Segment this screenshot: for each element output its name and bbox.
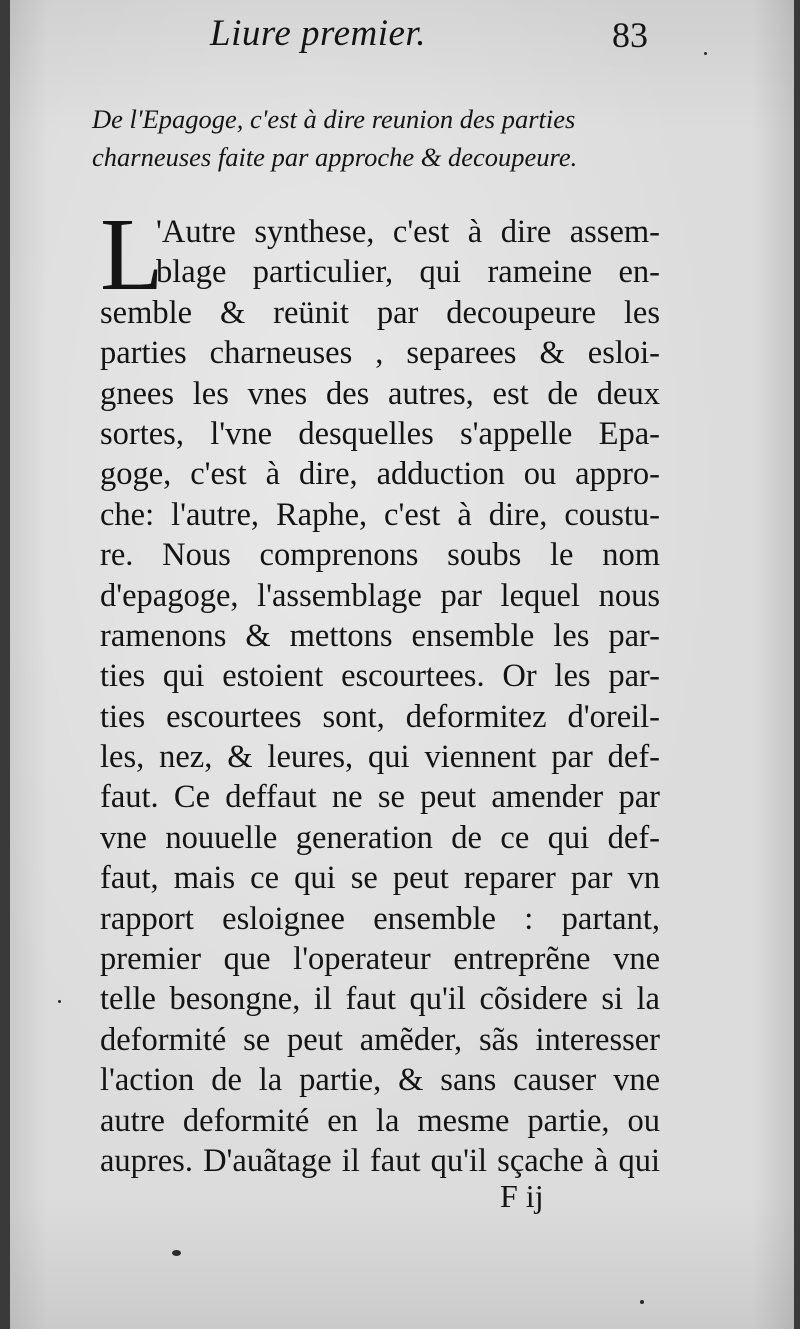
page-number: 83: [612, 15, 648, 55]
text-line: vne nouuelle generation de ce qui def-: [100, 819, 660, 856]
ink-speck: [172, 1250, 181, 1256]
text-line: che: l'autre, Raphe, c'est à dire, coustu-: [100, 496, 660, 533]
signature-mark: F ij: [500, 1178, 544, 1214]
ink-speck: [640, 1300, 644, 1304]
text-line: telle besongne, il faut qu'il cõsidere si la: [100, 981, 660, 1018]
text-line: 'Autre synthese, c'est à dire assem-: [156, 214, 660, 250]
running-title: Liure premier.: [210, 13, 426, 54]
running-head: [0, 8, 800, 60]
text-line: faut, mais ce qui se peut reparer par vn: [100, 860, 660, 897]
page-edge-left: [0, 0, 10, 1329]
text-line: premier que l'operateur entreprẽne vne: [100, 941, 660, 978]
text-line: ties qui estoient escourtees. Or les par-: [100, 658, 660, 695]
text-line: re. Nous comprenons soubs le nom: [100, 537, 660, 574]
text-line: aupres. D'auãtage il faut qu'il sçache à qui: [100, 1142, 660, 1179]
drop-cap: L: [100, 197, 164, 312]
text-line: goge, c'est à dire, adduction ou appro-: [100, 456, 660, 493]
text-line: blage particulier, qui rameine en-: [156, 254, 660, 291]
text-line: rapport esloignee ensemble : partant,: [100, 900, 660, 937]
chapter-heading: [92, 100, 672, 176]
text-line: l'action de la partie, & sans causer vne: [100, 1062, 660, 1099]
text-line: les, nez, & leures, qui viennent par def-: [100, 739, 660, 776]
text-line: autre deformité en la mesme partie, ou: [100, 1102, 660, 1139]
text-line: sortes, l'vne desquelles s'appelle Epa-: [100, 415, 660, 452]
chapter-heading-line: De l'Epagoge, c'est à dire reunion des parties: [92, 104, 576, 134]
page-edge-right: [794, 0, 800, 1329]
text-line: deformité se peut amẽder, sãs interesser: [100, 1021, 660, 1058]
text-line: d'epagoge, l'assemblage par lequel nous: [100, 577, 660, 614]
text-line: faut. Ce deffaut ne se peut amender par: [100, 779, 660, 816]
chapter-heading-line: charneuses faite par approche & decoupeure.: [92, 142, 578, 172]
text-line: ramenons & mettons ensemble les par-: [100, 617, 660, 654]
body-text: [100, 212, 660, 1181]
text-line: ties escourtees sont, deformitez d'oreil-: [100, 698, 660, 735]
text-line: parties charneuses , separees & esloi-: [100, 335, 660, 372]
ink-speck: [58, 1000, 61, 1003]
text-line: gnees les vnes des autres, est de deux: [100, 375, 660, 412]
text-line: semble & reünit par decoupeure les: [100, 294, 660, 331]
ink-speck: [704, 52, 707, 55]
